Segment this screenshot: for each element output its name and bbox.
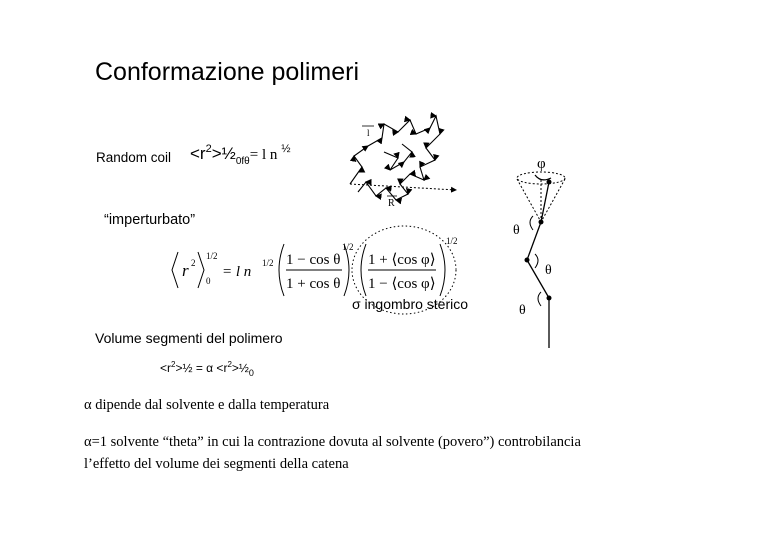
phi-label: φ: [537, 156, 546, 172]
af-lhs-r: <r: [160, 361, 172, 375]
rc-r: <r: [190, 144, 206, 163]
lhs-r: r: [182, 261, 189, 280]
page-title: Conformazione polimeri: [95, 58, 360, 86]
bond-mid-upper: [527, 222, 541, 260]
theta-solvent-text: α=1 solvente “theta” in cui la contrazione dovuta al solvente (povero”) controbilancia: [84, 434, 581, 450]
eq-coeff: = l n: [222, 264, 252, 280]
frac2-den: 1 − ⟨cos φ⟩: [368, 276, 436, 292]
coil-path: [350, 116, 440, 200]
rotation-cone-top: [517, 172, 565, 184]
random-coil-formula: [190, 143, 291, 167]
frac1-pow: 1/2: [342, 242, 354, 252]
rc-half: >½: [211, 144, 236, 163]
af-rhs-exp: 2: [227, 360, 232, 369]
unperturbed-equation: [168, 222, 468, 298]
lhs-sub: 0: [206, 276, 211, 286]
imperturbato-label: “imperturbato”: [104, 212, 196, 228]
theta-top-label: θ: [513, 223, 520, 238]
af-rhs-half: >½: [231, 361, 249, 375]
paren2-left: [361, 244, 366, 296]
af-rhs-sub: 0: [248, 368, 254, 378]
angle-right: [198, 252, 204, 288]
angle-arc-bot: [538, 292, 541, 306]
theta-solvent-text-cont: l’effetto del volume dei segmenti della catena: [84, 456, 349, 472]
cone-side-left: [517, 179, 541, 222]
expansion-formula: [160, 360, 254, 378]
angle-arc-top: [530, 216, 533, 230]
bond-top: [541, 182, 549, 222]
bond-label: l: [367, 128, 370, 138]
af-lhs-exp: 2: [171, 360, 176, 369]
cone-side-right: [541, 179, 565, 222]
theta-bot-label: θ: [519, 303, 526, 318]
angle-left: [172, 252, 178, 288]
paren2-right: [440, 244, 445, 296]
coil-path-2: [384, 144, 412, 170]
af-eq: = α <r: [192, 361, 228, 375]
lhs-exp: 2: [191, 258, 196, 268]
end-label: R: [388, 198, 395, 209]
rc-rhs-exp: ½: [281, 143, 291, 155]
frac1-den: 1 + cos θ: [286, 276, 341, 292]
frac2-num: 1 + ⟨cos φ⟩: [368, 252, 436, 268]
steric-hindrance-label: σ ingombro sterico: [352, 296, 469, 312]
paren1-left: [279, 244, 284, 296]
alpha-dependence-text: α dipende dal solvente e dalla temperatura: [84, 397, 330, 413]
angle-arc-mid: [535, 254, 538, 268]
random-coil-figure: [340, 112, 470, 212]
rc-sub: 0fθ: [235, 156, 250, 167]
theta-mid-label: θ: [545, 263, 552, 278]
frac1-num: 1 − cos θ: [286, 252, 341, 268]
frac2-pow: 1/2: [446, 236, 458, 246]
rotation-arrow: [535, 175, 551, 180]
coeff-pow: 1/2: [262, 258, 274, 268]
rc-exp: 2: [205, 143, 212, 155]
random-coil-label: Random coil: [96, 150, 172, 165]
volume-label: Volume segmenti del polimero: [95, 330, 283, 346]
af-lhs-half: >½: [175, 361, 193, 375]
end-to-end-vector: [350, 184, 456, 190]
rc-rhs: = l n: [249, 147, 278, 163]
atom-1: [547, 180, 552, 185]
lhs-pow: 1/2: [206, 251, 218, 261]
chain-rotation-figure: [495, 150, 595, 355]
